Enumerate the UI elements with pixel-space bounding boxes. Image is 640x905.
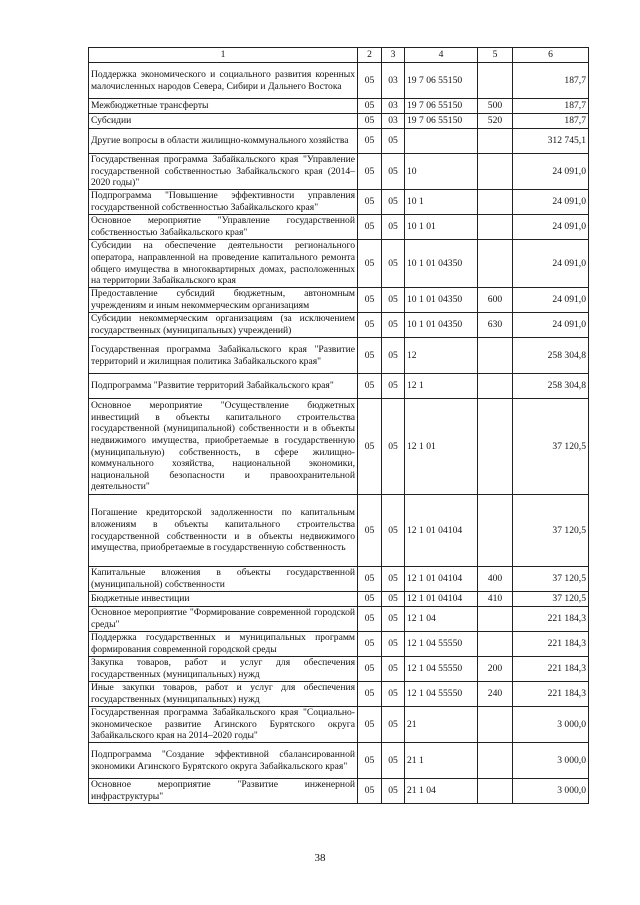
row-section-cell: 05 — [358, 215, 382, 240]
table-row — [89, 779, 589, 804]
row-amount-cell: 37 120,5 — [513, 592, 589, 607]
table-row — [89, 154, 589, 190]
row-target-code-cell: 12 1 04 55550 — [405, 657, 478, 682]
row-name-cell: Подпрограмма "Повышение эффективности управления государственной собственностью Забайкальского края" — [89, 190, 358, 215]
row-section-cell: 05 — [358, 313, 382, 338]
row-target-code-cell: 10 1 — [405, 190, 478, 215]
row-section-cell: 05 — [358, 114, 382, 129]
row-target-code-cell: 10 — [405, 154, 478, 190]
table-row — [89, 374, 589, 399]
row-subsection-cell: 05 — [382, 779, 405, 804]
row-section-cell: 05 — [358, 399, 382, 495]
row-section-cell: 05 — [358, 129, 382, 154]
table-row — [89, 567, 589, 592]
table-row — [89, 114, 589, 129]
row-subsection-cell: 05 — [382, 313, 405, 338]
row-name-cell: Субсидии на обеспечение деятельности регионального оператора, направленной на проведение капитального ремонта общего имущества в многоквартирных домах, расположенных на территории Забайкальского края — [89, 240, 358, 288]
row-name-cell: Основное мероприятие "Осуществление бюджетных инвестиций в объекты капитального строительства государственной (муниципальной) собственности и в объекты недвижимого имущества, приобретаемые в государственную (муниципальную) собственность, в сфере жилищно-коммунального хозяйства, национальной экономики, национальной безопасности и правоохранительной деятельности" — [89, 399, 358, 495]
row-subsection-cell: 03 — [382, 99, 405, 114]
row-expense-type-cell — [478, 63, 513, 99]
header-cell-name: 1 — [89, 48, 358, 63]
row-subsection-cell: 05 — [382, 288, 405, 313]
row-target-code-cell: 12 1 01 — [405, 399, 478, 495]
row-section-cell: 05 — [358, 338, 382, 374]
row-amount-cell: 221 184,3 — [513, 632, 589, 657]
row-target-code-cell: 19 7 06 55150 — [405, 63, 478, 99]
row-name-cell: Субсидии — [89, 114, 358, 129]
row-target-code-cell: 12 1 04 — [405, 607, 478, 632]
row-amount-cell: 221 184,3 — [513, 607, 589, 632]
row-subsection-cell: 05 — [382, 743, 405, 779]
row-name-cell: Основное мероприятие "Формирование современной городской среды" — [89, 607, 358, 632]
table-row — [89, 99, 589, 114]
row-section-cell: 05 — [358, 682, 382, 707]
table-row — [89, 707, 589, 743]
row-name-cell: Государственная программа Забайкальского края "Управление государственной собственностью Забайкальского края (2014–2020 годы)" — [89, 154, 358, 190]
row-amount-cell: 221 184,3 — [513, 682, 589, 707]
row-section-cell: 05 — [358, 374, 382, 399]
row-name-cell: Государственная программа Забайкальского края "Развитие территорий и жилищная политика Забайкальского края" — [89, 338, 358, 374]
table-row — [89, 240, 589, 288]
row-target-code-cell: 12 1 01 04104 — [405, 495, 478, 567]
header-cell-expense-type: 5 — [478, 48, 513, 63]
table-row — [89, 215, 589, 240]
row-amount-cell: 187,7 — [513, 99, 589, 114]
row-subsection-cell: 05 — [382, 632, 405, 657]
row-target-code-cell: 12 1 04 55550 — [405, 682, 478, 707]
row-amount-cell: 187,7 — [513, 114, 589, 129]
row-amount-cell: 258 304,8 — [513, 374, 589, 399]
row-subsection-cell: 03 — [382, 114, 405, 129]
row-expense-type-cell: 410 — [478, 592, 513, 607]
row-expense-type-cell: 520 — [478, 114, 513, 129]
row-section-cell: 05 — [358, 567, 382, 592]
row-expense-type-cell: 600 — [478, 288, 513, 313]
row-target-code-cell: 12 1 01 04104 — [405, 567, 478, 592]
row-subsection-cell: 05 — [382, 657, 405, 682]
header-cell-target-code: 4 — [405, 48, 478, 63]
row-expense-type-cell — [478, 154, 513, 190]
row-section-cell: 05 — [358, 779, 382, 804]
table-row — [89, 190, 589, 215]
row-section-cell: 05 — [358, 154, 382, 190]
row-subsection-cell: 05 — [382, 338, 405, 374]
row-target-code-cell — [405, 129, 478, 154]
row-subsection-cell: 05 — [382, 567, 405, 592]
row-target-code-cell: 21 — [405, 707, 478, 743]
row-section-cell: 05 — [358, 657, 382, 682]
row-target-code-cell: 10 1 01 04350 — [405, 288, 478, 313]
row-target-code-cell: 12 — [405, 338, 478, 374]
row-subsection-cell: 05 — [382, 495, 405, 567]
row-name-cell: Погашение кредиторской задолженности по капитальным вложениям в объекты капитального строительства государственной собственности и в объекты недвижимого имущества, приобретаемые в государственную собственность — [89, 495, 358, 567]
table-row — [89, 682, 589, 707]
row-expense-type-cell: 400 — [478, 567, 513, 592]
row-section-cell: 05 — [358, 190, 382, 215]
row-name-cell: Основное мероприятие "Развитие инженерной инфраструктуры" — [89, 779, 358, 804]
row-name-cell: Поддержка экономического и социального развития коренных малочисленных народов Севера, Сибири и Дальнего Востока — [89, 63, 358, 99]
row-subsection-cell: 05 — [382, 240, 405, 288]
row-name-cell: Подпрограмма "Развитие территорий Забайкальского края" — [89, 374, 358, 399]
row-amount-cell: 24 091,0 — [513, 215, 589, 240]
row-amount-cell: 24 091,0 — [513, 288, 589, 313]
table-row — [89, 313, 589, 338]
row-amount-cell: 3 000,0 — [513, 743, 589, 779]
row-expense-type-cell — [478, 632, 513, 657]
row-subsection-cell: 05 — [382, 215, 405, 240]
row-amount-cell: 312 745,1 — [513, 129, 589, 154]
row-amount-cell: 187,7 — [513, 63, 589, 99]
row-section-cell: 05 — [358, 495, 382, 567]
row-subsection-cell: 05 — [382, 190, 405, 215]
table-row — [89, 743, 589, 779]
row-expense-type-cell — [478, 607, 513, 632]
row-section-cell: 05 — [358, 592, 382, 607]
row-expense-type-cell — [478, 190, 513, 215]
table-row — [89, 338, 589, 374]
row-section-cell: 05 — [358, 288, 382, 313]
row-expense-type-cell — [478, 399, 513, 495]
table-row — [89, 495, 589, 567]
row-section-cell: 05 — [358, 240, 382, 288]
row-name-cell: Подпрограмма "Создание эффективной сбалансированной экономики Агинского Бурятского округа Забайкальского края" — [89, 743, 358, 779]
row-name-cell: Основное мероприятие "Управление государственной собственностью Забайкальского края" — [89, 215, 358, 240]
header-cell-amount: 6 — [513, 48, 589, 63]
row-expense-type-cell — [478, 338, 513, 374]
row-amount-cell: 37 120,5 — [513, 567, 589, 592]
row-target-code-cell: 10 1 01 04350 — [405, 240, 478, 288]
row-name-cell: Бюджетные инвестиции — [89, 592, 358, 607]
table-row — [89, 632, 589, 657]
row-amount-cell: 24 091,0 — [513, 190, 589, 215]
row-subsection-cell: 05 — [382, 154, 405, 190]
row-expense-type-cell — [478, 743, 513, 779]
row-amount-cell: 24 091,0 — [513, 154, 589, 190]
row-amount-cell: 258 304,8 — [513, 338, 589, 374]
row-expense-type-cell — [478, 240, 513, 288]
row-name-cell: Государственная программа Забайкальского края "Социально-экономическое развитие Агинского Бурятского округа Забайкальского края на 2014–2020 годы" — [89, 707, 358, 743]
row-section-cell: 05 — [358, 99, 382, 114]
row-amount-cell: 37 120,5 — [513, 495, 589, 567]
row-section-cell: 05 — [358, 63, 382, 99]
row-section-cell: 05 — [358, 743, 382, 779]
row-subsection-cell: 03 — [382, 63, 405, 99]
row-target-code-cell: 21 1 — [405, 743, 478, 779]
header-cell-subsection: 3 — [382, 48, 405, 63]
row-name-cell: Иные закупки товаров, работ и услуг для обеспечения государственных (муниципальных) нужд — [89, 682, 358, 707]
row-name-cell: Другие вопросы в области жилищно-коммунального хозяйства — [89, 129, 358, 154]
row-target-code-cell: 10 1 01 04350 — [405, 313, 478, 338]
row-subsection-cell: 05 — [382, 129, 405, 154]
row-expense-type-cell: 630 — [478, 313, 513, 338]
row-section-cell: 05 — [358, 707, 382, 743]
row-target-code-cell: 12 1 04 55550 — [405, 632, 478, 657]
row-expense-type-cell — [478, 779, 513, 804]
row-section-cell: 05 — [358, 632, 382, 657]
row-expense-type-cell — [478, 215, 513, 240]
row-expense-type-cell: 240 — [478, 682, 513, 707]
table-row — [89, 592, 589, 607]
table-row — [89, 288, 589, 313]
row-amount-cell: 221 184,3 — [513, 657, 589, 682]
row-target-code-cell: 12 1 — [405, 374, 478, 399]
row-name-cell: Предоставление субсидий бюджетным, автономным учреждениям и иным некоммерческим организациям — [89, 288, 358, 313]
row-subsection-cell: 05 — [382, 707, 405, 743]
row-subsection-cell: 05 — [382, 592, 405, 607]
row-subsection-cell: 05 — [382, 682, 405, 707]
row-subsection-cell: 05 — [382, 399, 405, 495]
row-target-code-cell: 21 1 04 — [405, 779, 478, 804]
row-name-cell: Капитальные вложения в объекты государственной (муниципальной) собственности — [89, 567, 358, 592]
row-name-cell: Поддержка государственных и муниципальных программ формирования современной городской среды — [89, 632, 358, 657]
row-expense-type-cell — [478, 495, 513, 567]
page-number: 38 — [314, 852, 326, 864]
table-header-row — [89, 48, 589, 63]
row-amount-cell: 24 091,0 — [513, 240, 589, 288]
row-amount-cell: 24 091,0 — [513, 313, 589, 338]
table-row — [89, 607, 589, 632]
table-row — [89, 657, 589, 682]
budget-table — [88, 47, 589, 804]
table-row — [89, 399, 589, 495]
row-expense-type-cell: 200 — [478, 657, 513, 682]
row-name-cell: Межбюджетные трансферты — [89, 99, 358, 114]
row-target-code-cell: 10 1 01 — [405, 215, 478, 240]
table-row — [89, 63, 589, 99]
row-expense-type-cell — [478, 374, 513, 399]
table-row — [89, 129, 589, 154]
row-expense-type-cell: 500 — [478, 99, 513, 114]
row-subsection-cell: 05 — [382, 607, 405, 632]
row-expense-type-cell — [478, 129, 513, 154]
row-amount-cell: 37 120,5 — [513, 399, 589, 495]
row-name-cell: Субсидии некоммерческим организациям (за исключением государственных (муниципальных) учреждений) — [89, 313, 358, 338]
budget-table-body — [89, 48, 589, 804]
row-target-code-cell: 12 1 01 04104 — [405, 592, 478, 607]
row-expense-type-cell — [478, 707, 513, 743]
row-target-code-cell: 19 7 06 55150 — [405, 99, 478, 114]
row-subsection-cell: 05 — [382, 374, 405, 399]
row-target-code-cell: 19 7 06 55150 — [405, 114, 478, 129]
row-section-cell: 05 — [358, 607, 382, 632]
row-amount-cell: 3 000,0 — [513, 779, 589, 804]
header-cell-section: 2 — [358, 48, 382, 63]
row-amount-cell: 3 000,0 — [513, 707, 589, 743]
row-name-cell: Закупка товаров, работ и услуг для обеспечения государственных (муниципальных) нужд — [89, 657, 358, 682]
